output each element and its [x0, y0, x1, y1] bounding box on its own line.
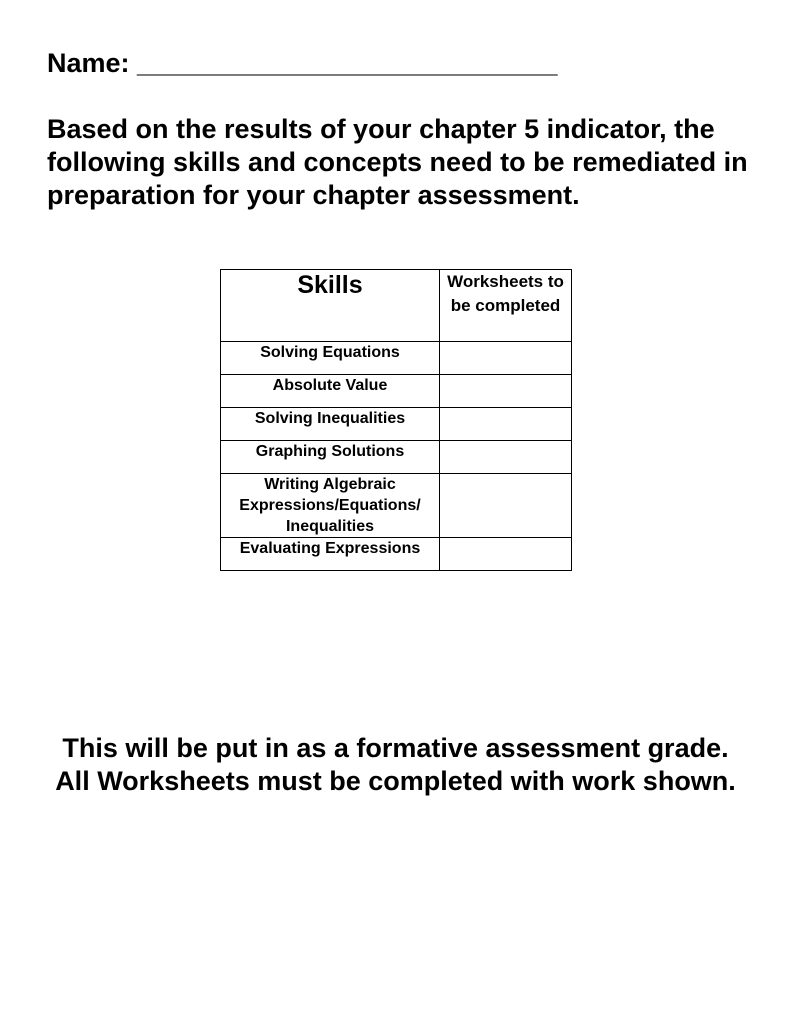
name-label: Name: — [47, 48, 138, 78]
table-row — [221, 441, 572, 474]
table-row — [221, 538, 572, 571]
worksheets-column-header: Worksheets to be completed — [440, 270, 572, 342]
skill-cell: Evaluating Expressions — [221, 538, 440, 571]
table-row — [221, 375, 572, 408]
name-blank-line[interactable]: ____________________________ — [137, 48, 558, 78]
name-field[interactable] — [47, 46, 557, 80]
skill-cell: Absolute Value — [221, 375, 440, 408]
skills-table — [220, 269, 572, 571]
table-header-row — [221, 270, 572, 342]
worksheets-cell[interactable] — [440, 538, 572, 571]
skill-cell: Graphing Solutions — [221, 441, 440, 474]
worksheets-cell[interactable] — [440, 342, 572, 375]
worksheets-cell[interactable] — [440, 441, 572, 474]
skill-cell: Solving Equations — [221, 342, 440, 375]
skill-cell: Solving Inequalities — [221, 408, 440, 441]
skill-cell: Writing Algebraic Expressions/Equations/ Inequalities — [221, 474, 440, 538]
table-row — [221, 474, 572, 538]
table-row — [221, 408, 572, 441]
worksheets-cell[interactable] — [440, 408, 572, 441]
worksheets-cell[interactable] — [440, 375, 572, 408]
worksheets-cell[interactable] — [440, 474, 572, 538]
instructions-paragraph: Based on the results of your chapter 5 indicator, the following skills and concepts need to be remediated in preparation for your chapter assessment. — [47, 114, 748, 210]
grading-note: This will be put in as a formative assessment grade. All Worksheets must be completed with work shown. — [55, 733, 759, 796]
skills-column-header: Skills — [221, 270, 440, 342]
table-row — [221, 342, 572, 375]
